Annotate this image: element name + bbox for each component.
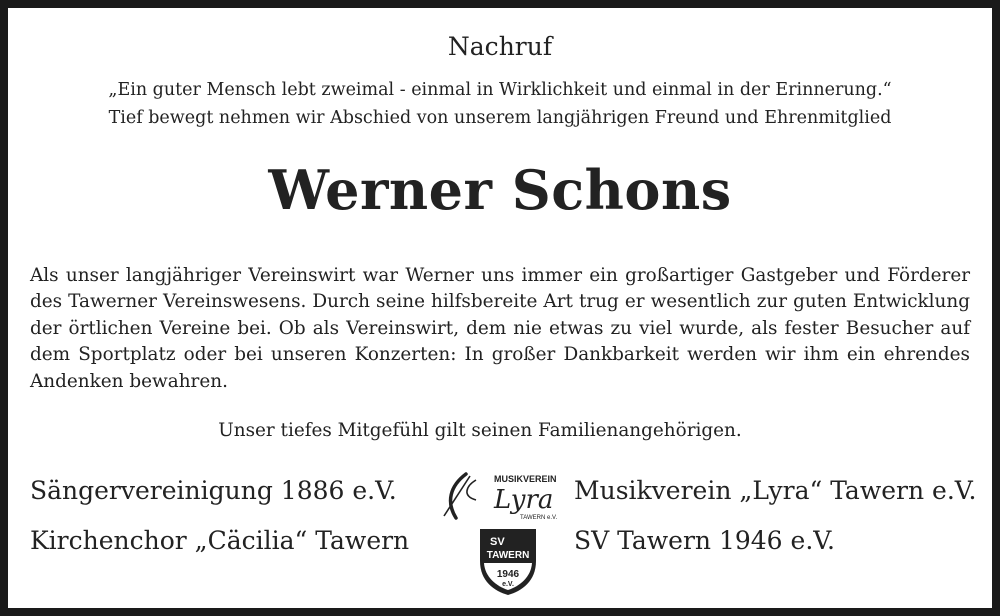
musikverein-lyra-logo-icon — [436, 466, 562, 522]
sv-crest-year-text: 1946 — [496, 569, 520, 580]
sv-crest-suffix-text: e.V. — [502, 581, 514, 588]
lyra-logo-bottom-text: TAWERN e.V. — [520, 515, 558, 521]
intro-line: Tief bewegt nehmen wir Abschied von unserem langjährigen Freund und Ehrenmitglied — [108, 108, 892, 128]
lyra-logo-top-text: MUSIKVEREIN — [494, 474, 557, 484]
notice-heading: Nachruf — [447, 32, 553, 61]
deceased-name: Werner Schons — [268, 158, 732, 222]
sv-crest-middle-text: TAWERN — [486, 550, 530, 561]
tribute-paragraph: Als unser langjähriger Vereinswirt war Werner uns immer ein großartiger Gastgeber und Förderer des Tawerner Vereinswesens. Durch seine hilfsbereite Art trug er wesentlich zur guten Entwicklung der örtlichen Vereine bei. Ob als Vereinswirt, dem nie etwas zu viel wurde, als fester Besucher auf dem Sportplatz oder bei unseren Konzerten: In großer Dankbarkeit werden wir ihm ein ehrendes Andenken bewahren. — [30, 265, 970, 392]
org-saengervereinigung: Sängervereinigung 1886 e.V. — [30, 476, 397, 505]
org-sv-tawern: SV Tawern 1946 e.V. — [574, 526, 835, 555]
org-musikverein: Musikverein „Lyra“ Tawern e.V. — [574, 476, 977, 505]
sympathy-line: Unser tiefes Mitgefühl gilt seinen Familienangehörigen. — [218, 420, 742, 441]
sv-tawern-crest-icon — [476, 525, 540, 597]
org-kirchenchor: Kirchenchor „Cäcilia“ Tawern — [30, 526, 410, 555]
sv-crest-top-text: SV — [490, 536, 505, 548]
lyra-logo-script-text: Lyra — [494, 485, 554, 515]
memorial-quote: „Ein guter Mensch lebt zweimal - einmal in Wirklichkeit und einmal in der Erinnerung.“ — [108, 80, 892, 100]
